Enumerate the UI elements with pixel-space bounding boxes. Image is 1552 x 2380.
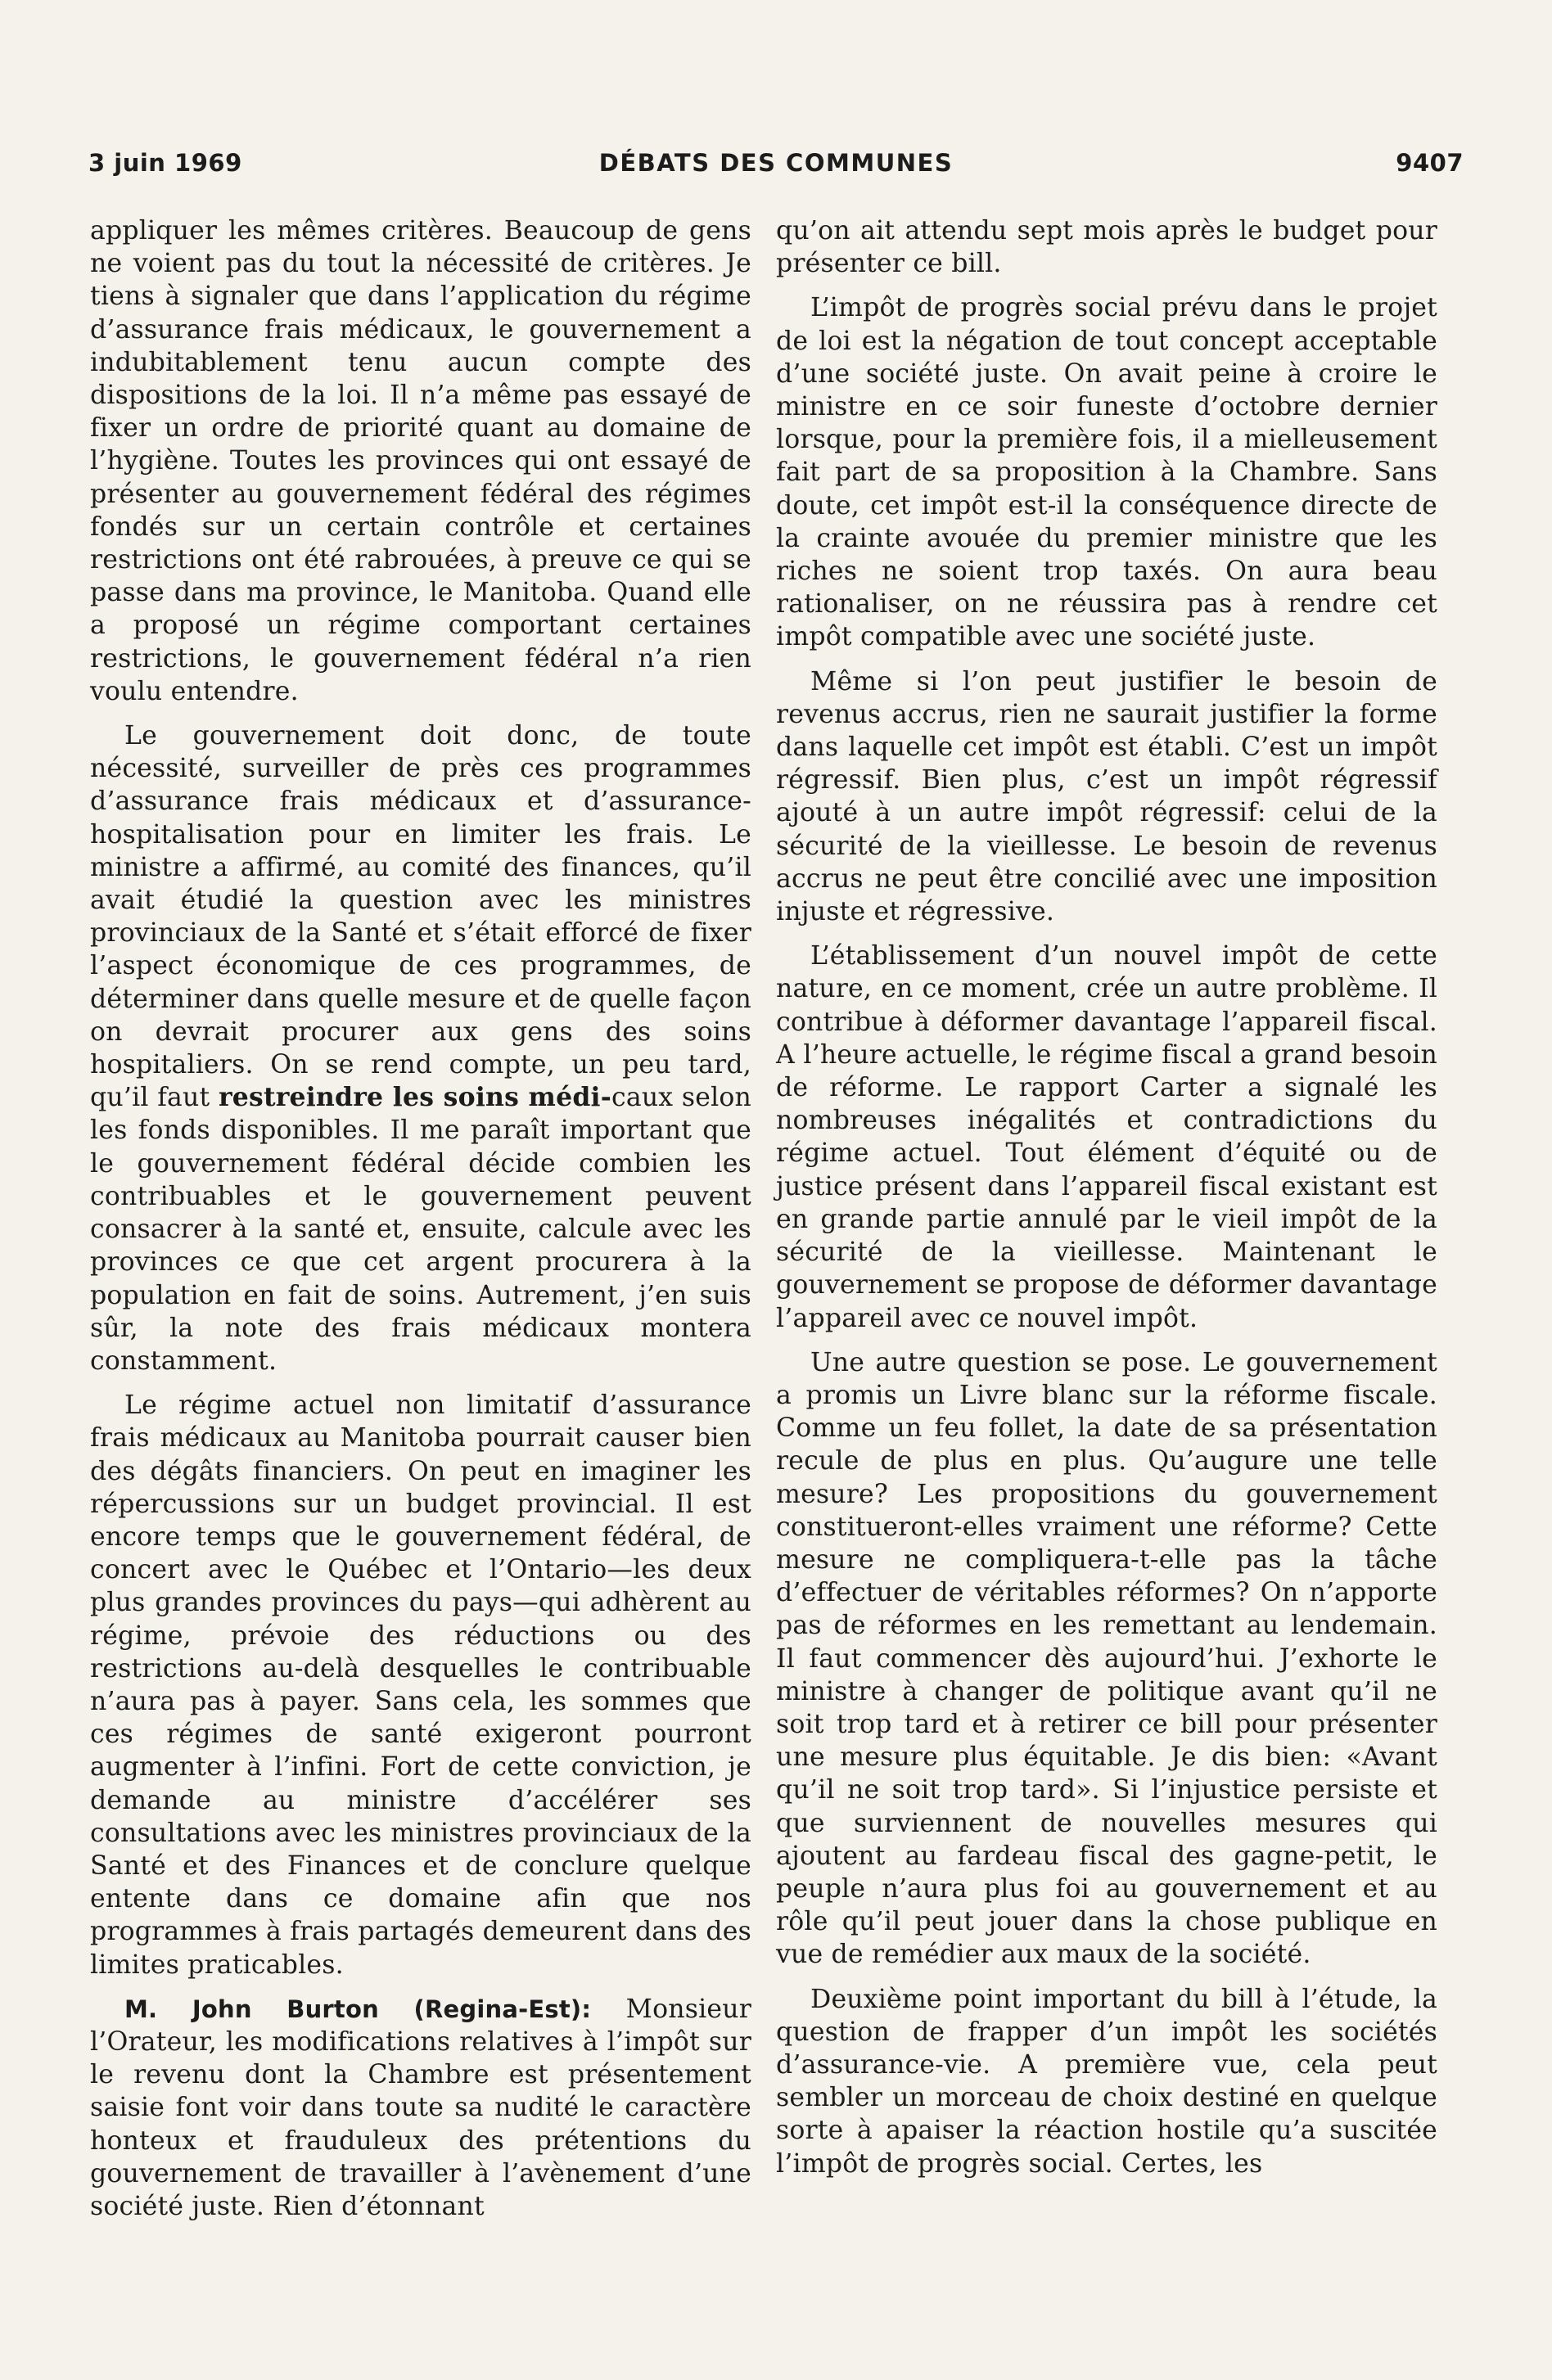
header-title: DÉBATS DES COMMUNES [598,149,954,177]
page-header [88,149,1464,185]
paragraph-text: Monsieur l’Orateur, les modifications relatives à l’impôt sur le revenu dont la Chambre est présentement saisie font voir dans toute sa nudité le caractère honteux et frauduleux des prétentions du gouvernement de travailler à l’avènement d’une société juste. Rien d’étonnant [90,1994,752,2221]
paragraph: appliquer les mêmes critères. Beaucoup de gens ne voient pas du tout la nécessité de critères. Je tiens à signaler que dans l’application du régime d’assurance frais médicaux, le gouvernement a indubitablement tenu aucun compte des dispositions de la loi. Il n’a même pas essayé de fixer un ordre de priorité quant au domaine de l’hygiène. Toutes les provinces qui ont essayé de présenter au gouvernement fédéral des régimes fondés sur un certain contrôle et certaines restrictions ont été rabrouées, à preuve ce qui se passe dans ma province, le Manitoba. Quand elle a proposé un régime comportant certaines restrictions, le gouvernement fédéral n’a rien voulu entendre. [90,216,751,706]
speech-paragraph [90,1993,751,2223]
page-number: 9407 [1396,149,1464,177]
header-date: 3 juin 1969 [88,149,242,177]
bold-text: restreindre les soins médi- [218,1082,611,1113]
paragraph: Une autre question se pose. Le gouvernement a promis un Livre blanc sur la réforme fiscale. Comme un feu follet, la date de sa présentation recule de plus en plus. Qu’augure une telle mesure? Les propositions du gouvernement constitueront-elles vraiment une réforme? Cette mesure ne compliquera-t-elle pas la tâche d’effectuer de véritables réformes? On n’apporte pas de réformes en les remettant au lendemain. Il faut commencer dès aujourd’hui. J’exhorte le ministre à changer de politique avant qu’il ne soit trop tard et à retirer ce bill pour présenter une mesure plus équitable. Je dis bien: «Avant qu’il ne soit trop tard». Si l’injustice persiste et que surviennent de nouvelles mesures qui ajoutent au fardeau fiscal des gagne-petit, le peuple n’aura plus foi au gouvernement et au rôle qu’il peut jouer dans la chose publique en vue de remédier aux maux de la société. [776,1347,1437,1970]
paragraph-text: Le gouvernement doit donc, de toute nécessité, surveiller de près ces programmes d’assurance frais médicaux et d’assurance-hospitalisation pour en limiter les frais. Le ministre a affirmé, au comité des finances, qu’il avait étudié la question avec les ministres provinciaux de la Santé et s’était efforcé de fixer l’aspect économique de ces programmes, de déterminer dans quelle mesure et de quelle façon on devrait procurer aux gens des soins hospitaliers. On se rend compte, un peu tard, qu’il faut [90,721,751,1113]
paragraph: Même si l’on peut justifier le besoin de revenus accrus, rien ne saurait justifier la forme dans laquelle cet impôt est établi. C’est un impôt régressif. Bien plus, c’est un impôt régressif ajouté à un autre impôt régressif: celui de la sécurité de la vieillesse. Le besoin de revenus accrus ne peut être concilié avec une imposition injuste et régressive. [776,666,1437,927]
paragraph: qu’on ait attendu sept mois après le budget pour présenter ce bill. [776,216,1437,279]
right-column [776,214,1437,2192]
paragraph [90,719,751,1377]
paragraph: L’impôt de progrès social prévu dans le projet de loi est la négation de tout concept acceptable d’une société juste. On avait peine à croire le ministre en ce soir funeste d’octobre dernier lorsque, pour la première fois, il a mielleusement fait part de sa proposition à la Chambre. Sans doute, cet impôt est-il la conséquence directe de la crainte avouée du premier ministre que les riches ne soient trop taxés. On aura beau rationaliser, on ne réussira pas à rendre cet impôt compatible avec une société juste. [776,293,1437,652]
paragraph: Deuxième point important du bill à l’étude, la question de frapper d’un impôt les sociétés d’assurance-vie. A première vue, cela peut sembler un morceau de choix destiné en quelque sorte à apaiser la réaction hostile qu’a suscitée l’impôt de progrès social. Certes, les [776,1984,1437,2179]
paragraph-text: caux selon les fonds disponibles. Il me paraît important que le gouvernement fédéral décide combien les contribuables et le gouvernement peuvent consacrer à la santé et, ensuite, calcule avec les provinces ce que cet argent procurera à la population en fait de soins. Autrement, j’en suis sûr, la note des frais médicaux montera constamment. [90,1083,751,1376]
paragraph: Le régime actuel non limitatif d’assurance frais médicaux au Manitoba pourrait causer bien des dégâts financiers. On peut en imaginer les répercussions sur un budget provincial. Il est encore temps que le gouvernement fédéral, de concert avec le Québec et l’Ontario—les deux plus grandes provinces du pays—qui adhèrent au régime, prévoie des réductions ou des restrictions au-delà desquelles le contribuable n’aura pas à payer. Sans cela, les sommes que ces régimes de santé exigeront pourront augmenter à l’infini. Fort de cette conviction, je demande au ministre d’accélérer ses consultations avec les ministres provinciaux de la Santé et des Finances et de conclure quelque entente dans ce domaine afin que nos programmes à frais partagés demeurent dans des limites praticables. [90,1391,751,1980]
speaker-name: M. John Burton (Regina-Est): [124,1995,592,2023]
left-column [90,214,751,2234]
paragraph: L’établissement d’un nouvel impôt de cette nature, en ce moment, crée un autre problème. Il contribue à déformer davantage l’appareil fiscal. A l’heure actuelle, le régime fiscal a grand besoin de réforme. Le rapport Carter a signalé les nombreuses inégalités et contradictions du régime actuel. Tout élément d’équité ou de justice présent dans l’appareil fiscal existant est en grande partie annulé par le vieil impôt de la sécurité de la vieillesse. Maintenant le gouvernement se propose de déformer davantage l’appareil avec ce nouvel impôt. [776,941,1437,1333]
